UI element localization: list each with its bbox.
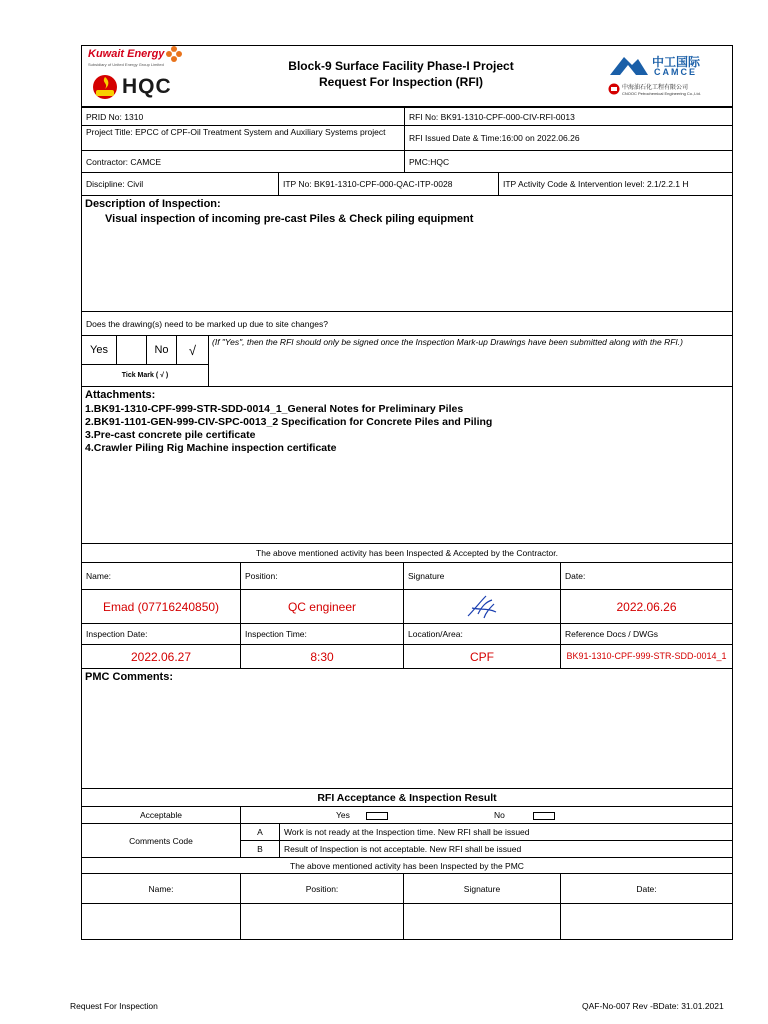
description-label: Description of Inspection: <box>85 198 221 210</box>
pmc-statement: The above mentioned activity has been Inspected by the PMC <box>81 857 733 874</box>
project-title-heading: Block-9 Surface Facility Phase-I Project <box>288 59 514 73</box>
inspection-date-label: Inspection Date: <box>81 623 241 645</box>
project-title-cell: Project Title: EPCC of CPF-Oil Treatment System and Auxiliary Systems project <box>81 125 405 151</box>
yes-checkbox[interactable] <box>366 812 388 820</box>
no-option[interactable] <box>494 810 555 820</box>
yes-box[interactable]: Yes <box>81 335 117 365</box>
yes-tick-box[interactable] <box>116 335 147 365</box>
reference-docs-label: Reference Docs / DWGs <box>560 623 733 645</box>
contractor-cell: Contractor: CAMCE <box>81 150 405 173</box>
attachments-label: Attachments: <box>85 389 156 401</box>
position-label: Position: <box>240 562 404 590</box>
description-box <box>81 195 733 312</box>
code-a-text: Work is not ready at the Inspection time. New RFI shall be issued <box>279 823 733 841</box>
footer-right: QAF-No-007 Rev -BDate: 31.01.2021 <box>582 1001 724 1011</box>
contractor-statement: The above mentioned activity has been Inspected & Accepted by the Contractor. <box>81 543 733 563</box>
code-a-label: A <box>240 823 280 841</box>
inspection-time-value[interactable]: 8:30 <box>240 644 404 669</box>
cnooc-english-name: CNOOC Petrochemical Engineering Co.,Ltd. <box>622 91 701 96</box>
pmc-name-label: Name: <box>81 873 241 904</box>
rfi-issued-cell: RFI Issued Date & Time:16:00 on 2022.06.26 <box>404 125 733 151</box>
markup-question: Does the drawing(s) need to be marked up due to site changes? <box>81 311 733 336</box>
acceptance-title: RFI Acceptance & Inspection Result <box>81 788 733 807</box>
inspection-date-value[interactable]: 2022.06.27 <box>81 644 241 669</box>
acceptance-options <box>240 806 733 824</box>
signature-box[interactable] <box>403 589 561 624</box>
pmc-position-field[interactable] <box>240 903 404 940</box>
pmc-name-field[interactable] <box>81 903 241 940</box>
rfi-no-cell: RFI No: BK91-1310-CPF-000-CIV-RFI-0013 <box>404 107 733 126</box>
contractor-date-value[interactable]: 2022.06.26 <box>560 589 733 624</box>
itp-activity-cell: ITP Activity Code & Intervention level: 2.1/2.2.1 H <box>498 172 733 196</box>
code-b-label: B <box>240 840 280 858</box>
pmc-date-field[interactable] <box>560 903 733 940</box>
pmc-signature-field[interactable] <box>403 903 561 940</box>
attachment-item[interactable]: 2.BK91-1101-GEN-999-CIV-SPC-0013_2 Specification for Concrete Piles and Piling <box>85 415 493 428</box>
no-option-label: No <box>494 810 505 820</box>
date-label: Date: <box>560 562 733 590</box>
contractor-position-value[interactable]: QC engineer <box>240 589 404 624</box>
acceptable-label: Acceptable <box>81 806 241 824</box>
cnooc-chinese-name: 中海油石化工程有限公司 <box>622 85 689 91</box>
discipline-cell: Discipline: Civil <box>81 172 279 196</box>
name-label: Name: <box>81 562 241 590</box>
pmc-position-label: Position: <box>240 873 404 904</box>
location-value[interactable]: CPF <box>403 644 561 669</box>
itp-no-cell: ITP No: BK91-1310-CPF-000-QAC-ITP-0028 <box>278 172 499 196</box>
kuwait-energy-text: Kuwait Energy <box>88 48 165 60</box>
footer-left: Request For Inspection <box>70 1001 158 1011</box>
hqc-emblem-icon <box>92 74 118 105</box>
pmc-cell: PMC:HQC <box>404 150 733 173</box>
description-text: Visual inspection of incoming pre-cast Piles & Check piling equipment <box>105 212 474 225</box>
handwritten-signature-icon <box>462 592 502 622</box>
no-tick-box[interactable]: √ <box>176 335 209 365</box>
attachment-item[interactable]: 1.BK91-1310-CPF-999-STR-SDD-0014_1_General Notes for Preliminary Piles <box>85 402 464 415</box>
hqc-logo-text: HQC <box>122 75 172 98</box>
pmc-comments-box <box>81 668 733 789</box>
camce-mountain-icon <box>610 53 648 80</box>
contractor-name-value[interactable]: Emad (07716240850) <box>81 589 241 624</box>
attachments-box <box>81 386 733 544</box>
no-checkbox[interactable] <box>533 812 555 820</box>
attachment-item[interactable]: 3.Pre-cast concrete pile certificate <box>85 428 256 441</box>
camce-english-name: CAMCE <box>654 67 697 77</box>
code-b-text: Result of Inspection is not acceptable. New RFI shall be issued <box>279 840 733 858</box>
pmc-date-label: Date: <box>560 873 733 904</box>
no-box[interactable]: No <box>146 335 177 365</box>
kuwait-energy-logo <box>88 48 204 104</box>
rfi-title-heading: Request For Inspection (RFI) <box>318 75 483 90</box>
yes-option[interactable] <box>336 810 388 820</box>
flower-icon <box>166 46 182 67</box>
kuwait-energy-subtitle: Subsidiary of United Energy Group Limited <box>88 62 164 67</box>
attachment-item[interactable]: 4.Crawler Piling Rig Machine inspection certificate <box>85 441 337 454</box>
signature-label: Signature <box>403 562 561 590</box>
comments-code-label: Comments Code <box>81 823 241 858</box>
cnooc-logo-icon <box>608 82 620 100</box>
camce-logo <box>606 51 726 103</box>
tick-mark-label: Tick Mark ( √ ) <box>81 364 209 387</box>
markup-note: (If "Yes", then the RFI should only be signed once the Inspection Mark-up Drawings have been submitted along with the RFI.) <box>208 335 733 387</box>
inspection-time-label: Inspection Time: <box>240 623 404 645</box>
reference-docs-value[interactable]: BK91-1310-CPF-999-STR-SDD-0014_1 <box>560 644 733 669</box>
camce-chinese-name: 中工国际 <box>652 55 701 69</box>
prid-cell: PRID No: 1310 <box>81 107 405 126</box>
yes-option-label: Yes <box>336 810 350 820</box>
pmc-signature-label: Signature <box>403 873 561 904</box>
location-label: Location/Area: <box>403 623 561 645</box>
header-title <box>240 58 562 90</box>
pmc-comments-label: PMC Comments: <box>85 671 174 683</box>
